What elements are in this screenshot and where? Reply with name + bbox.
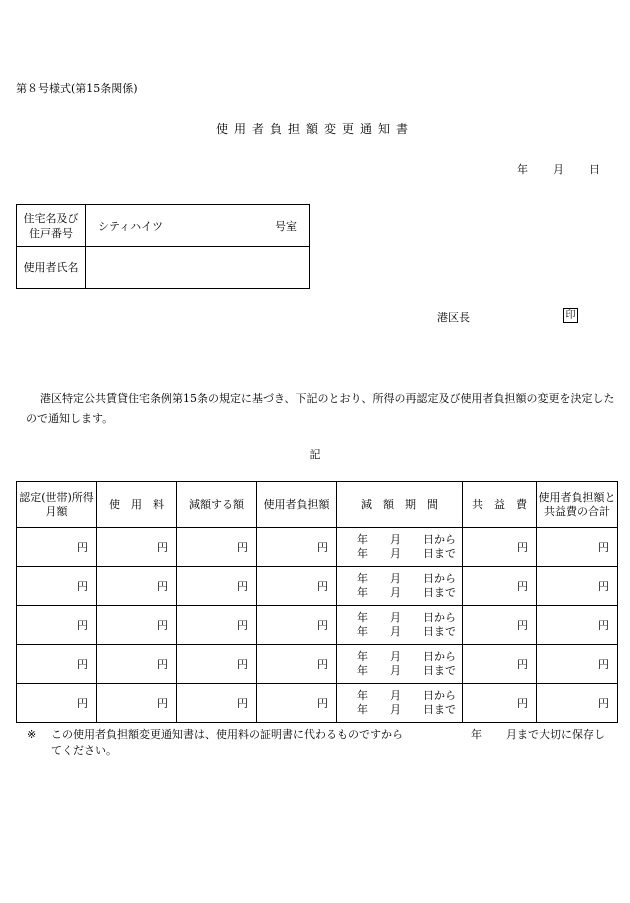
cell-common-fee[interactable]: 円 xyxy=(463,684,537,723)
header-user-burden: 使用者負担額 xyxy=(257,482,337,528)
period-to: 年 月 日まで xyxy=(357,664,456,677)
user-name-value[interactable] xyxy=(86,247,310,289)
note-year: 年 xyxy=(471,728,482,741)
cell-total[interactable]: 円 xyxy=(537,567,618,606)
burden-table xyxy=(16,481,618,723)
cell-period[interactable] xyxy=(337,684,463,723)
table-row xyxy=(17,684,618,723)
table-header-row xyxy=(17,482,618,528)
cell-period[interactable] xyxy=(337,606,463,645)
cell-total[interactable]: 円 xyxy=(537,528,618,567)
header-reduction: 減額する額 xyxy=(177,482,257,528)
date-day: 日 xyxy=(589,163,600,176)
cell-total[interactable]: 円 xyxy=(537,645,618,684)
cell-total[interactable]: 円 xyxy=(537,606,618,645)
document-title: 使用者負担額変更通知書 xyxy=(215,122,414,136)
period-to: 年 月 日まで xyxy=(357,547,456,560)
cell-reduction[interactable]: 円 xyxy=(177,684,257,723)
header-total: 使用者負担額と共益費の合計 xyxy=(537,482,618,528)
table-row xyxy=(17,645,618,684)
period-to: 年 月 日まで xyxy=(357,703,456,716)
address-value[interactable] xyxy=(86,205,310,247)
cell-income[interactable]: 円 xyxy=(17,606,97,645)
table-row xyxy=(17,567,618,606)
period-from: 年 月 日から xyxy=(357,611,456,624)
notification-text: 港区特定公共賃貸住宅条例第15条の規定に基づき、下記のとおり、所得の再認定及び使用者負担額の変更を決定したので通知します。 xyxy=(26,392,615,425)
cell-user-burden[interactable]: 円 xyxy=(257,606,337,645)
cell-rent[interactable]: 円 xyxy=(97,684,177,723)
issuer-title: 港区長 xyxy=(437,311,470,324)
header-common-fee: 共 益 費 xyxy=(463,482,537,528)
note-text-part1: この使用者負担額変更通知書は、使用料の証明書に代わるものですから xyxy=(51,728,403,741)
cell-income[interactable]: 円 xyxy=(17,528,97,567)
cell-period[interactable] xyxy=(337,645,463,684)
cell-user-burden[interactable]: 円 xyxy=(257,567,337,606)
period-to: 年 月 日まで xyxy=(357,586,456,599)
header-period: 減 額 期 間 xyxy=(337,482,463,528)
cell-common-fee[interactable]: 円 xyxy=(463,645,537,684)
ki-heading: 記 xyxy=(309,448,321,461)
table-row xyxy=(17,528,618,567)
cell-reduction[interactable]: 円 xyxy=(177,606,257,645)
form-number: 第８号様式(第15条関係) xyxy=(16,82,138,95)
period-from: 年 月 日から xyxy=(357,572,456,585)
footnote xyxy=(27,727,617,757)
header-rent: 使 用 料 xyxy=(97,482,177,528)
seal-mark: 印 xyxy=(563,308,578,323)
table-row xyxy=(17,606,618,645)
period-from: 年 月 日から xyxy=(357,689,456,702)
building-name: シティハイツ xyxy=(98,220,164,233)
cell-total[interactable]: 円 xyxy=(537,684,618,723)
user-name-label: 使用者氏名 xyxy=(17,247,86,289)
period-to: 年 月 日まで xyxy=(357,625,456,638)
cell-rent[interactable]: 円 xyxy=(97,606,177,645)
cell-income[interactable]: 円 xyxy=(17,684,97,723)
cell-reduction[interactable]: 円 xyxy=(177,645,257,684)
cell-user-burden[interactable]: 円 xyxy=(257,645,337,684)
date-month: 月 xyxy=(553,163,564,176)
cell-period[interactable] xyxy=(337,567,463,606)
note-text-part2a: まで大切に保存し xyxy=(517,728,605,741)
cell-common-fee[interactable]: 円 xyxy=(463,528,537,567)
cell-period[interactable] xyxy=(337,528,463,567)
header-income: 認定(世帯)所得月額 xyxy=(17,482,97,528)
cell-income[interactable]: 円 xyxy=(17,645,97,684)
cell-common-fee[interactable]: 円 xyxy=(463,606,537,645)
cell-common-fee[interactable]: 円 xyxy=(463,567,537,606)
note-mark: ※ xyxy=(27,728,37,741)
cell-rent[interactable]: 円 xyxy=(97,567,177,606)
note-text-part2b: てください。 xyxy=(51,744,117,757)
note-month: 月 xyxy=(506,728,517,741)
cell-user-burden[interactable]: 円 xyxy=(257,684,337,723)
cell-reduction[interactable]: 円 xyxy=(177,528,257,567)
cell-user-burden[interactable]: 円 xyxy=(257,528,337,567)
address-label: 住宅名及び 住戸番号 xyxy=(17,205,86,247)
cell-income[interactable]: 円 xyxy=(17,567,97,606)
date-year: 年 xyxy=(517,163,528,176)
period-from: 年 月 日から xyxy=(357,650,456,663)
period-from: 年 月 日から xyxy=(357,533,456,546)
address-table xyxy=(16,204,310,289)
room-suffix: 号室 xyxy=(275,220,297,233)
cell-rent[interactable]: 円 xyxy=(97,645,177,684)
cell-rent[interactable]: 円 xyxy=(97,528,177,567)
cell-reduction[interactable]: 円 xyxy=(177,567,257,606)
